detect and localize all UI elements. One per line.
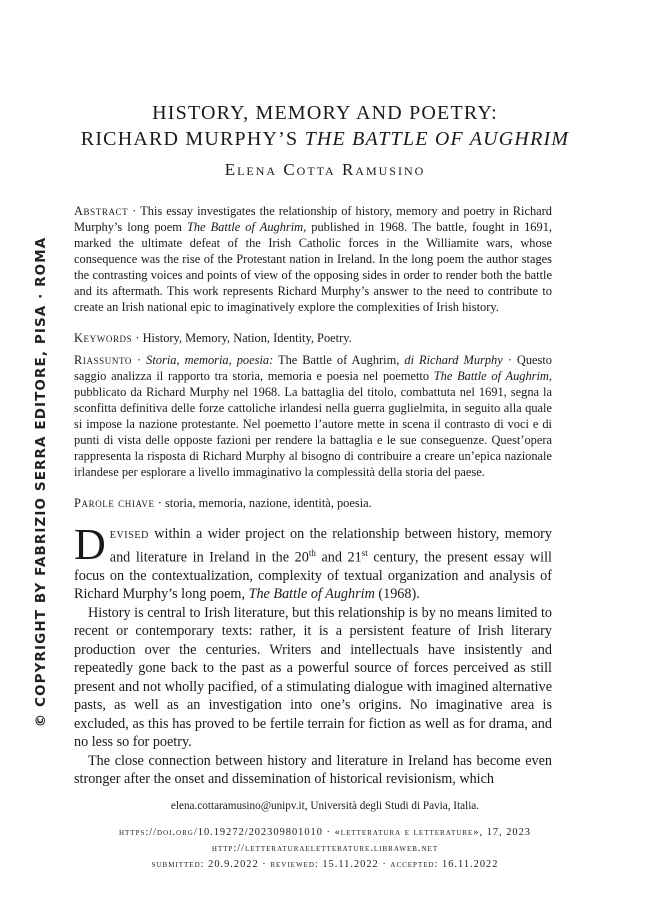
riassunto-title-author: di Richard Murphy <box>404 353 503 367</box>
article-title-line-2 <box>0 126 650 152</box>
title-poem-name: THE BATTLE OF AUGHRIM <box>304 128 570 150</box>
drop-cap: D <box>74 520 106 569</box>
p1-text-c: century, the present essay will focus on the contextualization, complexity of textual organization and analysis of Richard Murphy’s long poem, <box>74 549 552 603</box>
author-email: elena.cottaramusino@unipv.it, Università degli Studi di Pavia, Italia. <box>170 800 480 812</box>
ordinal-st: st <box>361 547 368 558</box>
journal-website: http://letteraturaeletterature.libraweb.net <box>211 843 439 854</box>
riassunto-text: · Questo saggio analizza il rapporto tra storia, memoria e poesia nel poemetto <box>74 353 552 383</box>
abstract-text-cont: , published in 1968. The battle, fought in 1691, marked the ultimate defeat of the Irish Catholic forces in the Williamite wars, whose consequence was the rise of the Protestant nation in Ireland. In the long poem the author stages the contrasting voices and points of view of the opposing sides in order to render both the battle and its aftermath. This work represents Richard Murphy’s answer to the need to contribute to create an Irish national epic to imaginatively explore the complexities of Irish history. <box>74 220 552 314</box>
opening-word: evised <box>109 526 149 542</box>
body-paragraph-3: The close connection between history and literature in Ireland has become even stronger after the onset and dissemination of historical revisionism, which <box>74 752 552 788</box>
riassunto-title: Storia, memoria, poesia: <box>146 353 274 367</box>
parole-chiave-separator: · <box>154 496 165 510</box>
riassunto <box>74 352 552 480</box>
abstract-label: Abstract <box>74 204 129 218</box>
article-body <box>74 520 552 789</box>
parole-chiave <box>74 495 552 511</box>
body-paragraph-1 <box>74 520 552 604</box>
body-paragraph-2: History is central to Irish literature, but this relationship is by no means limited to recent or contemporary texts: rather, it is a persistent feature of Irish literary production over the centuries. Writers and intellectuals have insistently and repeatedly gone back to the past as a powerful source of forces perceived as still present and not wholly pacified, of a stimulating dialogue with imagined alternative pasts, as well as an investigation into one’s origins. No imaginative area is excluded, as this has proved to be fertile terrain for fiction as well as for drama, and no less so for poetry. <box>74 604 552 751</box>
p1-poem-title: The Battle of Aughrim <box>248 586 375 603</box>
p1-text-d: (1968). <box>374 586 420 603</box>
parole-chiave-text: storia, memoria, nazione, identità, poesia. <box>164 496 372 510</box>
p1-text-b: and 21 <box>315 549 362 566</box>
keywords <box>74 330 552 346</box>
title-author-name: RICHARD MURPHY’S <box>80 128 305 150</box>
author-name: Elena Cotta Ramusino <box>224 160 426 179</box>
submission-dates: submitted: 20.9.2022 · reviewed: 15.11.2022 · accepted: 16.11.2022 <box>151 859 499 870</box>
keywords-separator: · <box>132 331 143 345</box>
riassunto-separator: · <box>132 353 147 367</box>
keywords-text: History, Memory, Nation, Identity, Poetry. <box>142 331 352 345</box>
riassunto-label: Riassunto <box>74 353 133 367</box>
abstract-text: This essay investigates the relationship of history, memory and poetry in Richard Murphy’s long poem <box>74 204 552 234</box>
abstract <box>74 203 552 315</box>
riassunto-text-cont: , pubblicato da Richard Murphy nel 1968. La battaglia del titolo, combattuta nel 1691, segna la sconfitta definitiva delle forze cattoliche irlandesi nella guerra guglielmita, in seguito alla quale si impose la nazione protestante. Nel poemetto l’autore mette in scena il contrasto di voci e di punti di vista delle opposte fazioni per rendere la battaglia e le sue conseguenze. Quest’opera rappresenta la risposta di Richard Murphy al bisogno di contribuire a creare un’epica nazionale irlandese per esplorare a livello immaginativo la complessità della storia del paese. <box>74 369 552 479</box>
doi-line: https://doi.org/10.19272/202309801010 · «letteratura e letterature», 17, 2023 <box>118 827 532 838</box>
abstract-separator: · <box>128 204 141 218</box>
riassunto-poem-title: The Battle of Aughrim <box>433 369 549 383</box>
keywords-label: Keywords <box>74 331 133 345</box>
parole-chiave-label: Parole chiave <box>74 496 155 510</box>
riassunto-title-poem: The Battle of Aughrim, <box>273 353 405 367</box>
article-title-line-1: HISTORY, MEMORY AND POETRY: <box>152 102 498 124</box>
ordinal-th: th <box>308 547 316 558</box>
abstract-poem-title: The Battle of Aughrim <box>186 220 304 234</box>
p1-text-a: within a wider project on the relationship between history, memory and literature in Ireland in the 20 <box>109 526 552 566</box>
copyright-sidebar: © COPYRIGHT BY FABRIZIO SERRA EDITORE, PISA · ROMA <box>33 236 49 728</box>
